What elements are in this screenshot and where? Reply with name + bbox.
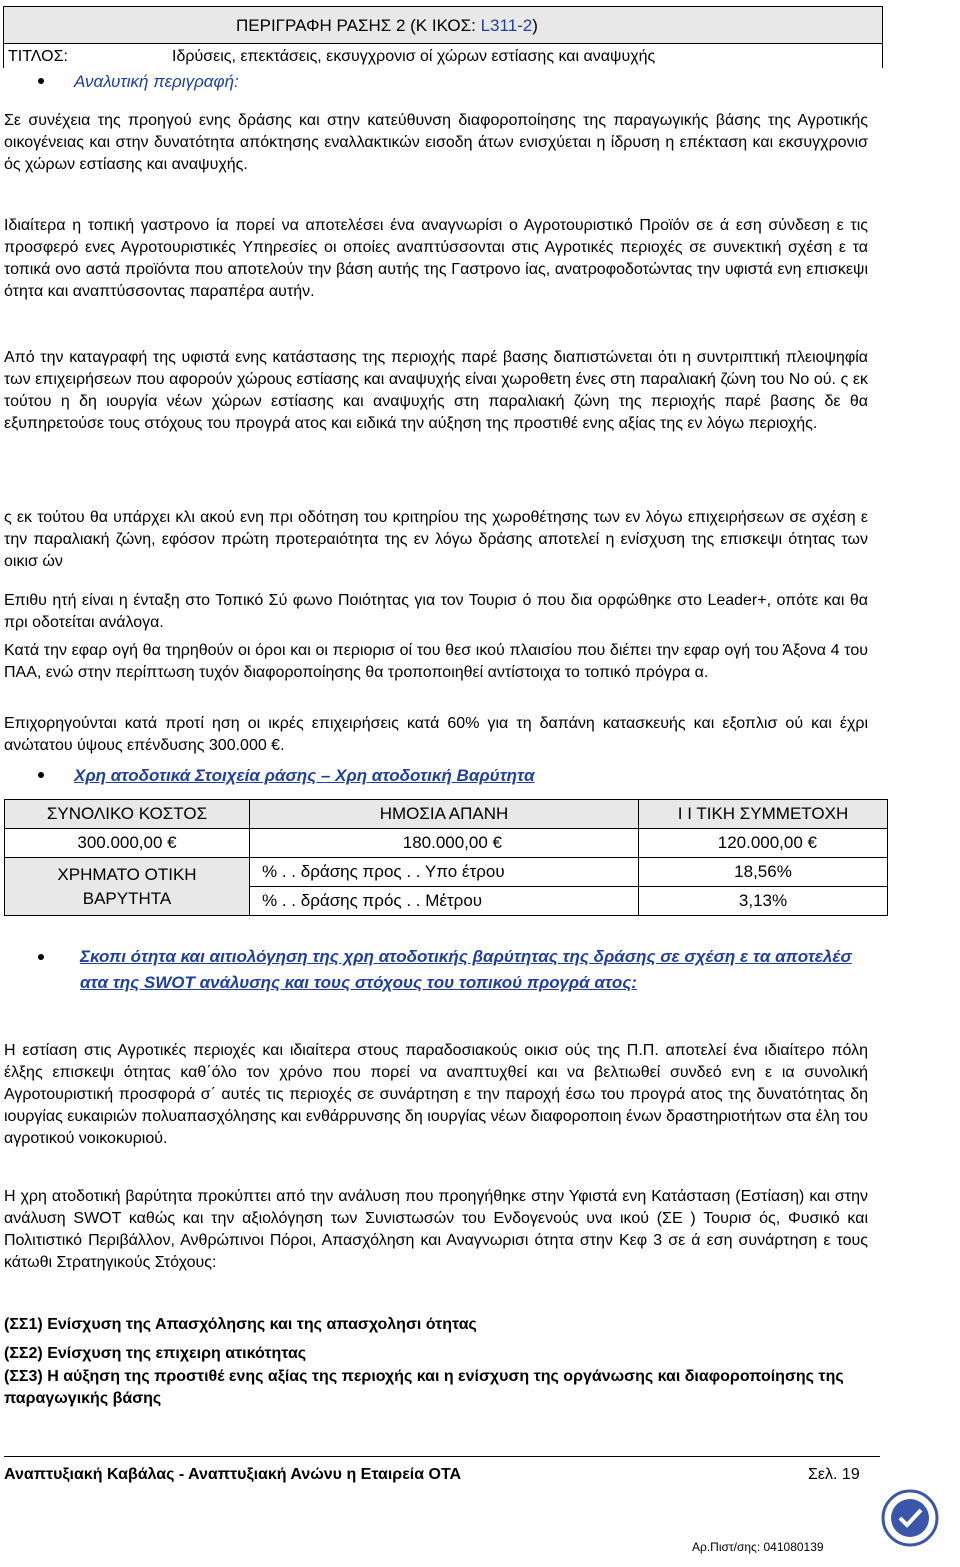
paragraph-4: ς εκ τούτου θα υπάρχει κλι ακού ενη πρι οδότηση του κριτηρίου της χωροθέτησης των εν λόγω επιχειρήσεων σε σχέση ε την παραλιακή ζώνη, εφόσον πρώτη προτεραιότητα της εν λόγω δράσης αποτελεί η ενίσχυση της επισκεψι ότητας των οικισ ών xyxy=(4,509,868,570)
paragraph-6: Κατά την εφαρ ογή θα τηρηθούν οι όροι και οι περιορισ οί του θεσ ικού πλαισίου που διέπει την εφαρ ογή του Άξονα 4 του ΠΑΑ, ενώ στην περίπτωση τυχόν διαφοροποίησης θα τροποποιηθεί αντίστοιχα το τοπικό πρόγρα α. xyxy=(4,642,868,681)
table-header-row xyxy=(5,800,888,829)
public-expense-value: 180.000,00 € xyxy=(250,829,639,858)
paragraph-7: Επιχορηγούνται κατά προτί ηση οι ικρές επιχειρήσεις κατά 60% για τη δαπάνη κατασκευής και εξοπλισ ού και έχρι ανώτατου ύψους επένδυσης 300.000 €. xyxy=(4,715,868,754)
footer-divider xyxy=(4,1456,880,1457)
paragraph-3: Από την καταγραφή της υφιστά ενης κατάστασης της περιοχής παρέ βασης διαπιστώνεται ότι η συντριπτική πλειοψηφία των επιχειρήσεων που αφορούν χώρους εστίασης και αναψυχής είναι χωροθετη ένες στη παραλιακή ζώνη του Νο ού. ς εκ τούτου η δη ιουργία νέων χώρων εστίασης και αναψυχής στη παραλιακή ζώνη της περιοχής παρέ βασης δε θα εξυπηρετούσε τους στόχους του προγρά ατος και ειδικά την αύξηση της προστιθέ ενης αξίας της εν λόγω περιοχής. xyxy=(4,349,868,432)
certification-seal-icon xyxy=(880,1488,940,1548)
header-total-cost: ΣΥΝΟΛΙΚΟ ΚΟΣΤΟΣ xyxy=(5,800,250,829)
bullet-icon xyxy=(38,78,44,84)
swot-paragraph-2: Η χρη ατοδοτική βαρύτητα προκύπτει από την ανάλυση που προηγήθηκε στην Υφιστά ενη Κατάσταση (Εστίαση) και στην ανάλυση SWOT καθώς και την αξιολόγηση των Συνιστωσών του Ενδογενούς υνα ικού (ΣΕ ) Τουρισ ός, Φυσικό και Πολιτιστικό Περιβάλλον, Ανθρώπινοι Πόροι, Απασχόληση και Αναγνωρισι ότητα στην Κεφ 3 σε ά εση συνάρτηση ε τους κάτωθι Στρατηγικούς Στόχους: xyxy=(4,1188,868,1271)
footer-organization: Αναπτυξιακή Καβάλας - Αναπτυξιακή Ανώνυ η Εταιρεία ΟΤΑ xyxy=(4,1466,462,1483)
bullet-icon xyxy=(38,954,44,960)
action-code: L311-2 xyxy=(480,16,533,35)
total-cost-value: 300.000,00 € xyxy=(5,829,250,858)
analytic-heading: Αναλυτική περιγραφή: xyxy=(74,72,239,91)
certification-number: Αρ.Πιστ/σης: 041080139 xyxy=(692,1540,824,1554)
title-row xyxy=(4,43,882,68)
finance-heading: Χρη ατοδοτικά Στοιχεία ράσης – Χρη ατοδοτική Βαρύτητα xyxy=(74,766,535,785)
title-text: Ιδρύσεις, επεκτάσεις, εκσυγχρονισ οί χώρων εστίασης και αναψυχής xyxy=(172,48,656,65)
weight-label-line1: ΧΡΗΜΑΤΟ ΟΤΙΚΗ xyxy=(57,864,197,884)
description-title xyxy=(236,16,538,36)
paragraph-1: Σε συνέχεια της προηγού ενης δράσης και στην κατεύθυνση διαφοροποίησης της παραγωγικής βάσης της Αγροτικής οικογένειας και στην δυνατότητα απόκτησης εναλλακτικών εισοδη άτων ενισχύεται η ίδρυση η επέκταση και εκσυγχρονισ ός χώρων εστίασης και αναψυχής. xyxy=(4,112,868,173)
bullet-icon xyxy=(38,772,44,778)
header-private-share: Ι Ι ΤΙΚΗ ΣΥΜΜΕΤΟΧΗ xyxy=(639,800,888,829)
analytic-heading-line xyxy=(38,72,239,92)
header-public-expense: ΗΜΟΣΙΑ ΑΠΑΝΗ xyxy=(250,800,639,829)
paragraph-5: Επιθυ ητή είναι η ένταξη στο Τοπικό Σύ φωνο Ποιότητας για τον Τουρισ ό που δια ορφώθηκε στο Leader+, οπότε και θα πρι οδοτείται ανάλογα. xyxy=(4,592,868,631)
sub-measure-share-label: % . . δράσης προς . . Υπο έτρου xyxy=(250,858,639,887)
measure-share-label: % . . δράσης πρός . . Μέτρου xyxy=(250,887,639,916)
title-suffix: ) xyxy=(532,16,538,35)
page-number: Σελ. 19 xyxy=(808,1466,860,1483)
table-row xyxy=(5,858,888,887)
paragraph-2: Ιδιαίτερα η τοπική γαστρονο ία πορεί να αποτελέσει ένα αναγνωρίσι ο Αγροτουριστικό Προϊόν σε ά εση σύνδεση ε τις προσφερό ενες Αγροτουριστικές Υπηρεσίες οι οποίες αναπτύσσονται στις Αγροτικές περιοχές σε συνεκτική σχέση ε τα τοπικά ονο αστά προϊόντα που αποτελούν την βάση αυτής της Γαστρονο ίας, ανατροφοδοτώντας την υφιστά ενη επισκεψι ότητα και αναπτύσσοντας παραπέρα αυτήν. xyxy=(4,217,868,300)
swot-heading: Σκοπι ότητα και αιτιολόγηση της χρη ατοδοτικής βαρύτητας της δράσης σε σχέση ε τα αποτελέσ ατα της SWOT ανάλυσης και τους στόχους του τοπικού προγρά ατος: xyxy=(80,947,852,992)
measure-share-value: 3,13% xyxy=(639,887,888,916)
title-prefix: ΠΕΡΙΓΡΑΦΗ ΡΑΣΗΣ 2 (Κ ΙΚΟΣ: xyxy=(236,16,481,35)
description-header-box xyxy=(3,6,883,68)
finance-table xyxy=(4,799,888,916)
goal-ss1: (ΣΣ1) Ενίσχυση της Απασχόλησης και της απασχολησι ότητας xyxy=(4,1316,477,1333)
swot-paragraph-1: Η εστίαση στις Αγροτικές περιοχές και ιδιαίτερα στους παραδοσιακούς οικισ ούς της Π.Π. αποτελεί ένα ιδιαίτερο πόλη έλξης επισκεψι ότητας καθ΄όλο τον χρόνο που πορεί να αναπτυχθεί και να βελτιωθεί συνδεό ενη ε ια συνολική Αγροτουριστική προσφορά σ΄ αυτές τις περιοχές σε συνάρτηση ε την παροχή έσω του προγρά ατος της δυνατότητας δη ιουργίας ευκαιριών πολυαπασχόλησης και ενθάρρυνσης δη ιουργίας νέων διαφοροποιη ένων δραστηριοτήτων στα έλη του αγροτικού νοικοκυριού. xyxy=(4,1042,868,1147)
table-row xyxy=(5,829,888,858)
sub-measure-share-value: 18,56% xyxy=(639,858,888,887)
finance-heading-line xyxy=(38,766,535,786)
weight-label-cell xyxy=(5,858,250,916)
goal-ss3: (ΣΣ3) Η αύξηση της προστιθέ ενης αξίας της περιοχής και η ενίσχυση της οργάνωσης και διαφοροποίησης της παραγωγικής βάσης xyxy=(4,1368,844,1407)
private-share-value: 120.000,00 € xyxy=(639,829,888,858)
goal-ss2: (ΣΣ2) Ενίσχυση της επιχειρη ατικότητας xyxy=(4,1345,307,1362)
weight-label-line2: ΒΑΡΥΤΗΤΑ xyxy=(82,888,172,908)
title-label: ΤΙΤΛΟΣ: xyxy=(8,48,68,65)
